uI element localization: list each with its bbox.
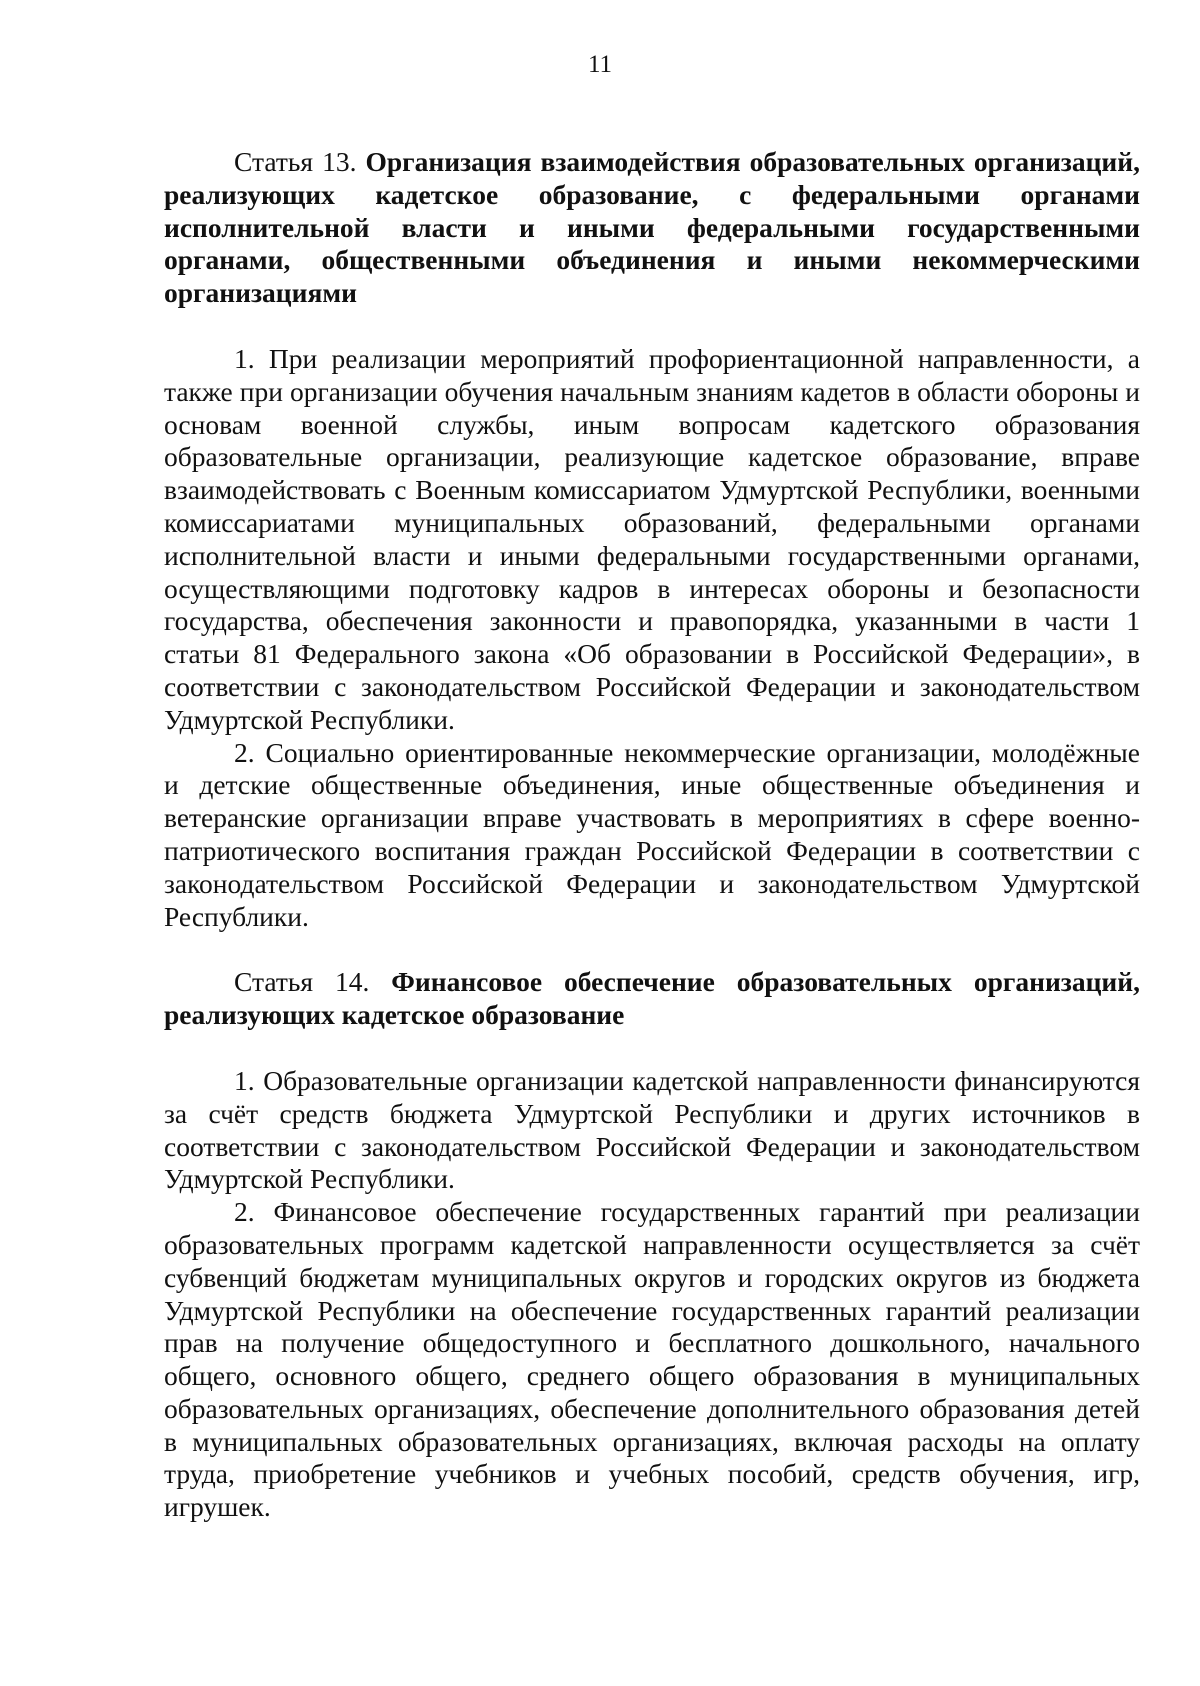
- article-13-label: Статья 13.: [234, 146, 357, 177]
- page-number: 11: [587, 51, 613, 78]
- spacer: [164, 310, 1140, 343]
- article-14-heading: [164, 966, 1140, 1032]
- article-13: [164, 146, 1140, 933]
- article-13-paragraph-2: 2. Социально ориентированные некоммерческие организации, молодёжные и детские общественные объединения, иные общественные объединения и ветеранские организации вправе участвовать в мероприятиях в сфере военно-патриотического воспитания граждан Российской Федерации в соответствии с законодательством Российской Федерации и законодательством Удмуртской Республики.: [164, 736, 1140, 932]
- spacer: [164, 933, 1140, 966]
- article-13-paragraph-1: 1. При реализации мероприятий профориентационной направленности, а также при организации обучения начальным знаниям кадетов в области обороны и основам военной службы, иным вопросам кадетского образования образовательные организации, реализующие кадетское образование, вправе взаимодействовать с Военным комиссариатом Удмуртской Республики, военными комиссариатами муниципальных образований, федеральными органами исполнительной власти и иными федеральными государственными органами, осуществляющими подготовку кадров в интересах обороны и безопасности государства, обеспечения законности и правопорядка, указанными в части 1 статьи 81 Федерального закона «Об образовании в Российской Федерации», в соответствии с законодательством Российской Федерации и законодательством Удмуртской Республики.: [164, 342, 1140, 735]
- article-13-heading: [164, 146, 1140, 310]
- article-14: [164, 966, 1140, 1524]
- article-14-paragraph-1: 1. Образовательные организации кадетской направленности финансируются за счёт средств бюджета Удмуртской Республики и других источников в соответствии с законодательством Российской Федерации и законодательством Удмуртской Республики.: [164, 1064, 1140, 1195]
- article-13-title: Организация взаимодействия образовательных организаций, реализующих кадетское образование, с федеральными органами исполнительной власти и иными федеральными государственными органами, общественными объединения и иными некоммерческими организациями: [164, 146, 1140, 309]
- article-14-label: Статья 14.: [234, 966, 370, 998]
- spacer: [164, 1032, 1140, 1065]
- document-body: [164, 146, 1140, 1524]
- article-14-paragraph-2: 2. Финансовое обеспечение государственных гарантий при реализации образовательных программ кадетской направленности осуществляется за счёт субвенций бюджетам муниципальных округов и городских округов из бюджета Удмуртской Республики на обеспечение государственных гарантий реализации прав на получение общедоступного и бесплатного дошкольного, начального общего, основного общего, среднего общего образования в муниципальных образовательных организациях, обеспечение дополнительного образования детей в муниципальных образовательных организациях, включая расходы на оплату труда, приобретение учебников и учебных пособий, средств обучения, игр, игрушек.: [164, 1196, 1140, 1523]
- article-14-title: Финансовое обеспечение образовательных организаций, реализующих кадетское образование: [164, 966, 1140, 1031]
